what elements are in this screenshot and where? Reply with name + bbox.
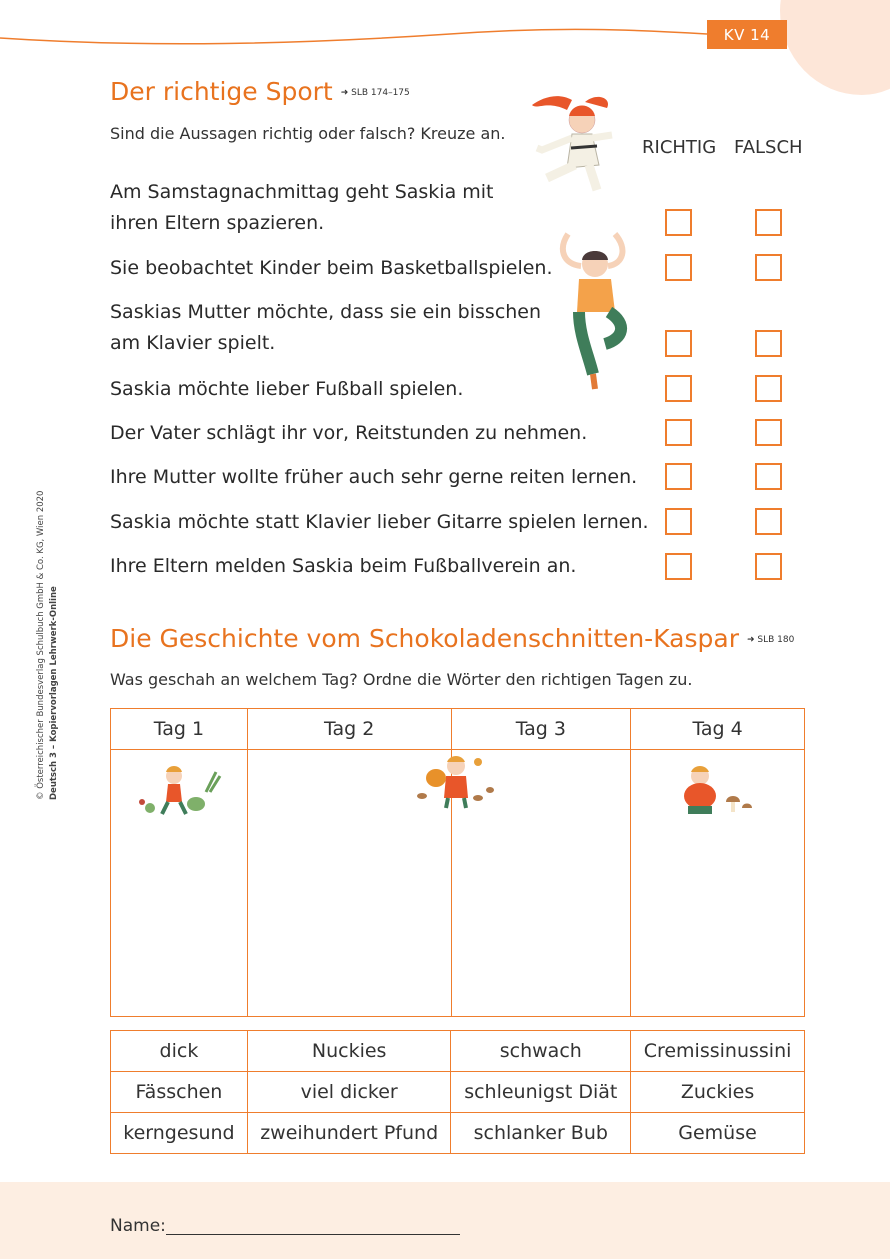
statement-2: Sie beobachtet Kinder beim Basketballspielen. bbox=[110, 257, 553, 279]
section2-instruction: Was geschah an welchem Tag? Ordne die Wörter den richtigen Tagen zu. bbox=[110, 670, 693, 689]
checkbox-false-8[interactable] bbox=[755, 553, 782, 580]
checkbox-false-7[interactable] bbox=[755, 508, 782, 535]
section1-ref: ➜ SLB 174–175 bbox=[340, 88, 410, 98]
kaspar-mushrooms-illustration bbox=[678, 762, 758, 822]
column-header-true: RICHTIG bbox=[642, 137, 717, 158]
checkbox-true-6[interactable] bbox=[665, 463, 692, 490]
checkbox-false-3[interactable] bbox=[755, 330, 782, 357]
word-schlanker-bub[interactable]: schlanker Bub bbox=[451, 1113, 631, 1154]
checkbox-true-3[interactable] bbox=[665, 330, 692, 357]
name-input-line[interactable] bbox=[166, 1234, 460, 1235]
kaspar-basket-illustration bbox=[408, 752, 498, 812]
word-bank-table bbox=[110, 1030, 805, 1154]
statement-8: Ihre Eltern melden Saskia beim Fußballverein an. bbox=[110, 555, 577, 577]
section2-title bbox=[110, 624, 794, 653]
section1-instruction: Sind die Aussagen richtig oder falsch? Kreuze an. bbox=[110, 124, 506, 143]
section1-title-text: Der richtige Sport bbox=[110, 77, 333, 106]
day-cell-1[interactable] bbox=[111, 750, 248, 1017]
checkbox-true-1[interactable] bbox=[665, 209, 692, 236]
word-faesschen[interactable]: Fässchen bbox=[111, 1072, 248, 1113]
statement-3: Saskias Mutter möchte, dass sie ein bisschen am Klavier spielt. bbox=[110, 301, 542, 354]
word-kerngesund[interactable]: kerngesund bbox=[111, 1113, 248, 1154]
karate-girl-illustration bbox=[527, 90, 627, 200]
word-schwach[interactable]: schwach bbox=[451, 1031, 631, 1072]
series-text: Deutsch 3 – Kopiervorlagen Lehrwerk-Online bbox=[49, 586, 59, 800]
day-header-4: Tag 4 bbox=[631, 709, 805, 750]
word-zweihundert-pfund[interactable]: zweihundert Pfund bbox=[247, 1113, 451, 1154]
dancing-child-illustration bbox=[553, 224, 638, 394]
checkbox-false-2[interactable] bbox=[755, 254, 782, 281]
kaspar-vegetables-illustration bbox=[134, 762, 224, 822]
checkbox-false-5[interactable] bbox=[755, 419, 782, 446]
day-header-2: Tag 2 bbox=[247, 709, 451, 750]
word-nuckies[interactable]: Nuckies bbox=[247, 1031, 451, 1072]
day-cell-4[interactable] bbox=[631, 750, 805, 1017]
checkbox-true-4[interactable] bbox=[665, 375, 692, 402]
statement-1: Am Samstagnachmittag geht Saskia mit ihren Eltern spazieren. bbox=[110, 181, 494, 234]
copyright-note bbox=[35, 470, 61, 800]
word-schleunigst-diaet[interactable]: schleunigst Diät bbox=[451, 1072, 631, 1113]
word-gemuese[interactable]: Gemüse bbox=[631, 1113, 805, 1154]
name-label: Name: bbox=[110, 1216, 166, 1236]
word-viel-dicker[interactable]: viel dicker bbox=[247, 1072, 451, 1113]
statement-7: Saskia möchte statt Klavier lieber Gitarre spielen lernen. bbox=[110, 511, 649, 533]
section1-title bbox=[110, 77, 410, 106]
checkbox-true-8[interactable] bbox=[665, 553, 692, 580]
day-header-1: Tag 1 bbox=[111, 709, 248, 750]
statement-4: Saskia möchte lieber Fußball spielen. bbox=[110, 378, 464, 400]
worksheet-badge: KV 14 bbox=[707, 20, 787, 49]
day-header-3: Tag 3 bbox=[451, 709, 631, 750]
copyright-text: © Österreichischer Bundesverlag Schulbuch GmbH & Co. KG, Wien 2020 bbox=[36, 490, 46, 800]
word-cremissinussini[interactable]: Cremissinussini bbox=[631, 1031, 805, 1072]
checkbox-true-7[interactable] bbox=[665, 508, 692, 535]
word-zuckies[interactable]: Zuckies bbox=[631, 1072, 805, 1113]
section2-title-text: Die Geschichte vom Schokoladenschnitten-Kaspar bbox=[110, 624, 739, 653]
checkbox-false-4[interactable] bbox=[755, 375, 782, 402]
checkbox-false-6[interactable] bbox=[755, 463, 782, 490]
checkbox-true-5[interactable] bbox=[665, 419, 692, 446]
section2-ref: ➜ SLB 180 bbox=[746, 635, 795, 645]
word-dick[interactable]: dick bbox=[111, 1031, 248, 1072]
statement-5: Der Vater schlägt ihr vor, Reitstunden zu nehmen. bbox=[110, 422, 588, 444]
checkbox-false-1[interactable] bbox=[755, 209, 782, 236]
column-header-false: FALSCH bbox=[734, 137, 803, 158]
checkbox-true-2[interactable] bbox=[665, 254, 692, 281]
statement-6: Ihre Mutter wollte früher auch sehr gerne reiten lernen. bbox=[110, 466, 638, 488]
